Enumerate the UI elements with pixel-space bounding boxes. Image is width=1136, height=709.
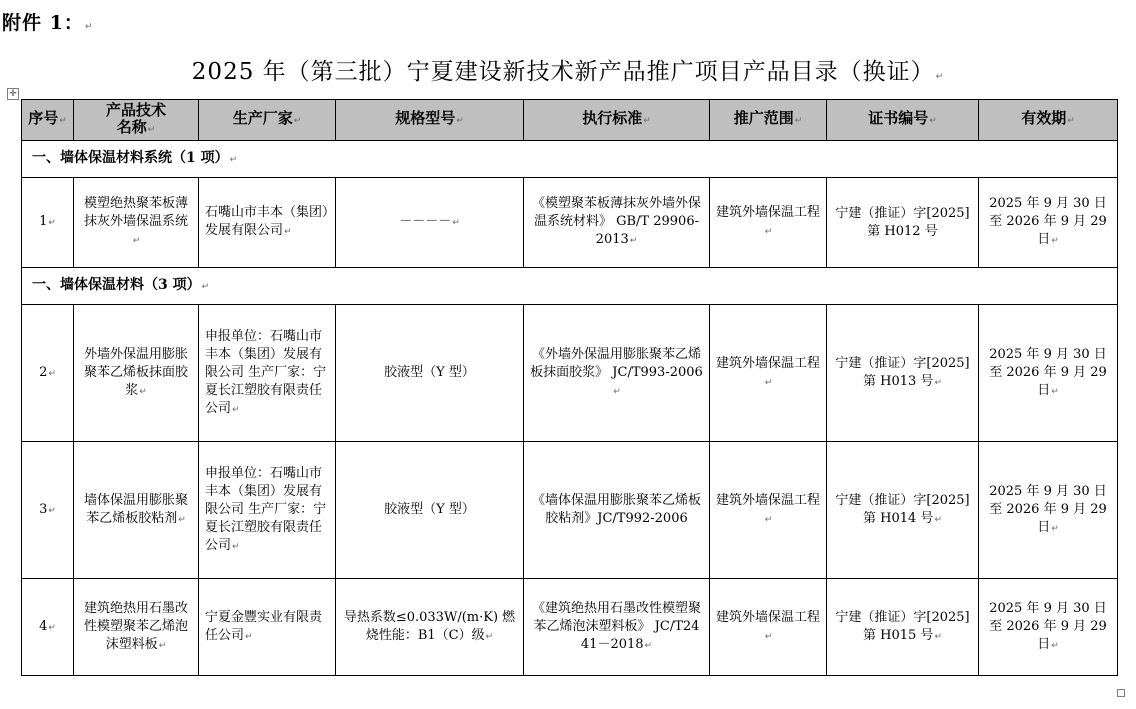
paragraph-mark: ↵ [935,72,945,82]
table-header-row [22,100,1118,141]
cell-name: 墙体保温用膨胀聚苯乙烯板胶粘剂↵ [74,442,199,579]
cell-std: 《模塑聚苯板薄抹灰外墙外保温系统材料》 GB/T 29906-2013↵ [524,178,710,268]
table-move-handle-icon[interactable]: ✛ [7,88,19,100]
cell-valid: 2025 年 9 月 30 日至 2026 年 9 月 29 日↵ [979,579,1118,676]
cell-maker: 申报单位：石嘴山市丰本（集团）发展有限公司 生产厂家：宁夏长江塑胶有限责任公司↵ [199,442,336,579]
cell-maker: 石嘴山市丰本（集团）发展有限公司↵ [199,178,336,268]
section-title: 一、墙体保温材料系统（1 项）↵ [22,141,1118,178]
table-resize-handle[interactable] [1117,689,1125,697]
header-no: 序号↵ [22,100,74,141]
header-cert: 证书编号↵ [827,100,979,141]
table-row [22,305,1118,442]
cell-std: 《建筑绝热用石墨改性模塑聚苯乙烯泡沫塑料板》 JC/T2441－2018↵ [524,579,710,676]
attachment-label: 附件 1：↵ [2,12,94,34]
table-row [22,178,1118,268]
header-maker: 生产厂家↵ [199,100,336,141]
product-catalog-table [21,99,1118,676]
cell-cert: 宁建（推证）字[2025]第 H014 号↵ [827,442,979,579]
section-title: 一、墙体保温材料（3 项）↵ [22,268,1118,305]
section-row [22,268,1118,305]
cell-std: 《墙体保温用膨胀聚苯乙烯板胶粘剂》JC/T992-2006 [524,442,710,579]
cell-cert: 宁建（推证）字[2025]第 H012 号 [827,178,979,268]
header-name: 产品技术名称↵ [74,100,199,141]
cell-maker: 宁夏金豐实业有限责任公司↵ [199,579,336,676]
cell-valid: 2025 年 9 月 30 日至 2026 年 9 月 29 日↵ [979,442,1118,579]
section-row [22,141,1118,178]
cell-cert: 宁建（推证）字[2025]第 H013 号↵ [827,305,979,442]
cell-spec: 导热系数≤0.033W/(m·K) 燃烧性能：B1（C）级↵ [336,579,524,676]
header-valid: 有效期↵ [979,100,1118,141]
cell-spec: 胶液型（Y 型） [336,442,524,579]
cell-scope: 建筑外墙保温工程↵ [710,305,827,442]
cell-spec: －－－－↵ [336,178,524,268]
cell-no: 1↵ [22,178,74,268]
cell-no: 4↵ [22,579,74,676]
header-std: 执行标准↵ [524,100,710,141]
cell-maker: 申报单位：石嘴山市丰本（集团）发展有限公司 生产厂家：宁夏长江塑胶有限责任公司↵ [199,305,336,442]
cell-name: 外墙外保温用膨胀聚苯乙烯板抹面胶浆↵ [74,305,199,442]
table-row [22,579,1118,676]
document-title: 2025 年（第三批）宁夏建设新技术新产品推广项目产品目录（换证）↵ [191,59,945,85]
table-row [22,442,1118,579]
cell-scope: 建筑外墙保温工程↵ [710,178,827,268]
cell-name: 模塑绝热聚苯板薄抹灰外墙保温系统↵ [74,178,199,268]
header-scope: 推广范围↵ [710,100,827,141]
header-spec: 规格型号↵ [336,100,524,141]
cell-valid: 2025 年 9 月 30 日至 2026 年 9 月 29 日↵ [979,305,1118,442]
cell-no: 3↵ [22,442,74,579]
cell-cert: 宁建（推证）字[2025]第 H015 号↵ [827,579,979,676]
cell-no: 2↵ [22,305,74,442]
cell-scope: 建筑外墙保温工程↵ [710,442,827,579]
cell-name: 建筑绝热用石墨改性模塑聚苯乙烯泡沫塑料板↵ [74,579,199,676]
cell-std: 《外墙外保温用膨胀聚苯乙烯板抹面胶浆》 JC/T993-2006↵ [524,305,710,442]
cell-spec: 胶液型（Y 型） [336,305,524,442]
paragraph-mark: ↵ [84,22,94,32]
cell-scope: 建筑外墙保温工程↵ [710,579,827,676]
cell-valid: 2025 年 9 月 30 日至 2026 年 9 月 29 日↵ [979,178,1118,268]
